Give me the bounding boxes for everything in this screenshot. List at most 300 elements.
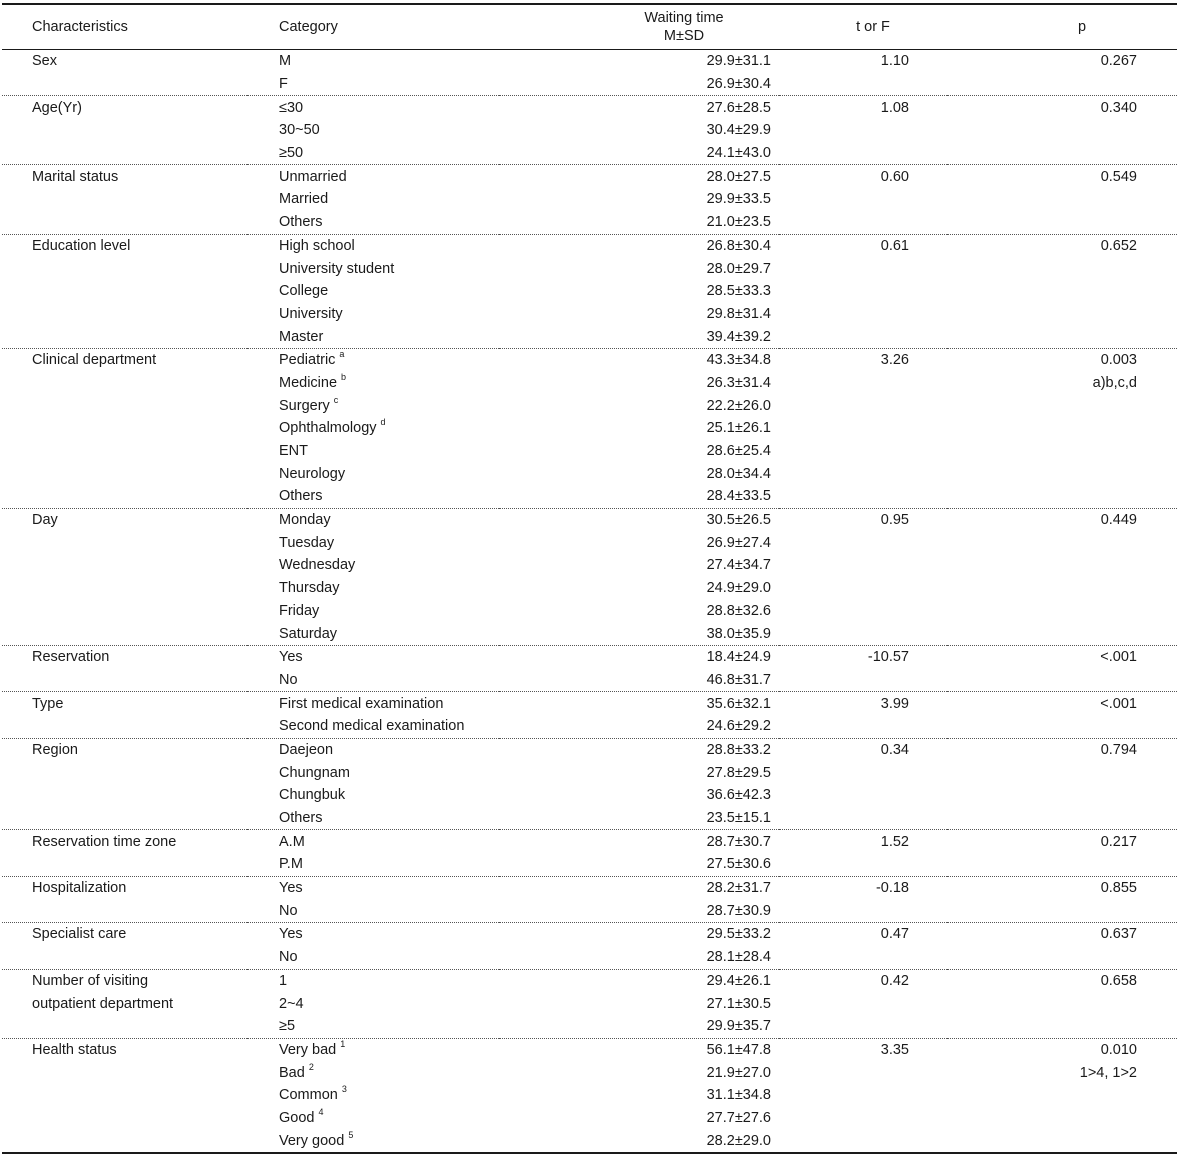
table-row bbox=[2, 899, 1177, 922]
table-row bbox=[2, 211, 1177, 234]
category-label: P.M bbox=[279, 856, 303, 873]
waiting-time-cell: 28.0±29.7 bbox=[706, 260, 771, 277]
p-value-cell bbox=[947, 394, 1177, 417]
p-value-cell bbox=[947, 257, 1177, 280]
table-row bbox=[2, 234, 1177, 257]
category-label: Common bbox=[279, 1087, 338, 1104]
table-row bbox=[2, 1107, 1177, 1130]
p-value-cell: 0.267 bbox=[1100, 53, 1137, 70]
table-row bbox=[2, 1038, 1177, 1061]
p-value-cell: <.001 bbox=[947, 692, 1177, 715]
p-value-cell bbox=[947, 485, 1177, 508]
header-p: p bbox=[947, 4, 1177, 50]
characteristic-cell bbox=[2, 669, 247, 692]
category-cell bbox=[247, 119, 499, 142]
waiting-time-cell: 28.1±28.4 bbox=[706, 949, 771, 966]
table-row bbox=[2, 73, 1177, 96]
category-cell bbox=[247, 969, 499, 992]
waiting-time-cell: 27.5±30.6 bbox=[706, 856, 771, 873]
category-label: 2~4 bbox=[279, 995, 304, 1012]
category-label: Pediatric bbox=[279, 352, 336, 369]
waiting-time-cell: 27.7±27.6 bbox=[706, 1109, 771, 1126]
p-value-cell bbox=[947, 807, 1177, 830]
table-row bbox=[2, 1129, 1177, 1153]
category-label: A.M bbox=[279, 833, 305, 850]
category-cell bbox=[247, 485, 499, 508]
t-or-f-cell bbox=[779, 600, 947, 623]
waiting-time-cell: 28.0±34.4 bbox=[706, 465, 771, 482]
category-cell bbox=[247, 669, 499, 692]
p-value-cell: 0.217 bbox=[947, 830, 1177, 853]
p-value-cell: 0.794 bbox=[947, 738, 1177, 761]
p-value-cell bbox=[947, 577, 1177, 600]
characteristic-cell bbox=[2, 554, 247, 577]
t-or-f-cell bbox=[779, 554, 947, 577]
table-row bbox=[2, 669, 1177, 692]
waiting-time-cell: 29.5±33.2 bbox=[499, 923, 779, 946]
category-cell bbox=[247, 96, 499, 119]
characteristic-cell: Clinical department bbox=[2, 348, 247, 371]
t-or-f-cell bbox=[779, 899, 947, 922]
waiting-time-cell: 28.2±29.0 bbox=[499, 1129, 779, 1153]
waiting-time-cell: 24.1±43.0 bbox=[706, 145, 771, 162]
characteristic-cell bbox=[2, 622, 247, 645]
characteristic-cell bbox=[2, 1061, 247, 1084]
category-label: Others bbox=[279, 214, 323, 231]
waiting-time-cell: 21.0±23.5 bbox=[706, 214, 771, 231]
category-label: Neurology bbox=[279, 465, 346, 482]
t-or-f-cell: 3.26 bbox=[779, 348, 947, 371]
category-cell bbox=[247, 1129, 499, 1153]
p-value-cell bbox=[947, 946, 1177, 969]
category-label: No bbox=[279, 949, 298, 966]
category-label: Married bbox=[279, 191, 329, 208]
category-superscript: 2 bbox=[308, 1061, 314, 1072]
category-cell bbox=[247, 211, 499, 234]
category-cell bbox=[247, 1061, 499, 1084]
characteristic-cell: Region bbox=[2, 738, 247, 761]
table-row bbox=[2, 715, 1177, 738]
waiting-time-cell: 29.9±33.5 bbox=[706, 191, 771, 208]
table-row bbox=[2, 923, 1177, 946]
category-label: ≤30 bbox=[279, 99, 304, 116]
category-label: Others bbox=[279, 488, 323, 505]
category-cell bbox=[247, 372, 499, 395]
header-characteristics: Characteristics bbox=[2, 4, 247, 50]
t-or-f-cell bbox=[779, 853, 947, 876]
category-label: ENT bbox=[279, 443, 308, 460]
waiting-time-cell: 27.6±28.5 bbox=[499, 96, 779, 119]
category-cell bbox=[247, 577, 499, 600]
p-value-cell bbox=[947, 142, 1177, 165]
category-cell bbox=[247, 1015, 499, 1038]
waiting-time-cell: 23.5±15.1 bbox=[706, 810, 771, 827]
waiting-time-cell: 35.6±32.1 bbox=[499, 692, 779, 715]
header-waiting-line1: Waiting time bbox=[644, 10, 724, 26]
category-cell bbox=[247, 692, 499, 715]
t-or-f-cell bbox=[779, 188, 947, 211]
characteristic-cell bbox=[2, 73, 247, 96]
category-label: Tuesday bbox=[279, 534, 335, 551]
waiting-time-cell: 18.4±24.9 bbox=[499, 645, 779, 668]
t-or-f-cell: 0.61 bbox=[779, 234, 947, 257]
waiting-time-cell: 46.8±31.7 bbox=[706, 671, 771, 688]
t-or-f-cell bbox=[779, 1129, 947, 1153]
category-label: University bbox=[279, 305, 343, 322]
t-or-f-cell: 1.10 bbox=[880, 53, 909, 70]
p-value-cell: 0.010 bbox=[947, 1038, 1177, 1061]
category-cell bbox=[247, 992, 499, 1015]
characteristic-cell bbox=[2, 600, 247, 623]
t-or-f-cell bbox=[779, 73, 947, 96]
category-superscript: d bbox=[380, 417, 386, 428]
category-label: Chungnam bbox=[279, 764, 350, 781]
table-row bbox=[2, 692, 1177, 715]
category-cell bbox=[247, 303, 499, 326]
table-row bbox=[2, 600, 1177, 623]
table-row bbox=[2, 1084, 1177, 1107]
characteristic-cell bbox=[2, 188, 247, 211]
category-superscript: c bbox=[333, 394, 339, 405]
header-waiting-time bbox=[499, 4, 779, 50]
category-label: Master bbox=[279, 328, 324, 345]
p-value-cell bbox=[947, 1084, 1177, 1107]
category-label: Wednesday bbox=[279, 557, 356, 574]
waiting-time-cell: 56.1±47.8 bbox=[499, 1038, 779, 1061]
characteristic-cell bbox=[2, 946, 247, 969]
characteristic-cell: outpatient department bbox=[32, 995, 174, 1012]
category-cell bbox=[247, 876, 499, 899]
p-value-cell bbox=[947, 853, 1177, 876]
t-or-f-cell bbox=[779, 325, 947, 348]
table-row bbox=[2, 1015, 1177, 1038]
t-or-f-cell bbox=[779, 485, 947, 508]
t-or-f-cell bbox=[779, 119, 947, 142]
waiting-time-cell: 31.1±34.8 bbox=[706, 1087, 771, 1104]
category-cell bbox=[247, 394, 499, 417]
characteristic-cell: Specialist care bbox=[2, 923, 247, 946]
category-cell bbox=[247, 923, 499, 946]
category-label: 30~50 bbox=[279, 122, 320, 139]
header-category: Category bbox=[247, 4, 499, 50]
category-label: Very bad bbox=[279, 1041, 337, 1058]
waiting-time-cell: 28.4±33.5 bbox=[706, 488, 771, 505]
table-row bbox=[2, 876, 1177, 899]
p-value-cell bbox=[947, 761, 1177, 784]
category-label: Bad bbox=[279, 1064, 305, 1081]
table-row bbox=[2, 807, 1177, 830]
category-label: 1 bbox=[279, 972, 288, 989]
category-cell bbox=[247, 165, 499, 188]
p-value-cell bbox=[947, 119, 1177, 142]
t-or-f-cell: 3.99 bbox=[779, 692, 947, 715]
t-or-f-cell: 3.35 bbox=[779, 1038, 947, 1061]
t-or-f-cell bbox=[779, 417, 947, 440]
waiting-time-cell: 39.4±39.2 bbox=[706, 328, 771, 345]
t-or-f-cell bbox=[779, 1015, 947, 1038]
category-label: High school bbox=[279, 237, 355, 254]
t-or-f-cell bbox=[779, 1084, 947, 1107]
t-or-f-cell bbox=[779, 946, 947, 969]
t-or-f-cell: 0.47 bbox=[779, 923, 947, 946]
p-value-cell: 0.855 bbox=[947, 876, 1177, 899]
table-row bbox=[2, 440, 1177, 463]
characteristic-cell bbox=[2, 257, 247, 280]
t-or-f-cell bbox=[779, 440, 947, 463]
category-cell bbox=[247, 622, 499, 645]
waiting-time-cell: 36.6±42.3 bbox=[706, 787, 771, 804]
table-row bbox=[2, 188, 1177, 211]
p-value-cell bbox=[947, 992, 1177, 1015]
p-value-cell bbox=[947, 1107, 1177, 1130]
characteristic-cell bbox=[2, 462, 247, 485]
category-cell bbox=[247, 830, 499, 853]
category-cell bbox=[247, 440, 499, 463]
waiting-time-cell: 38.0±35.9 bbox=[706, 625, 771, 642]
table-row bbox=[2, 554, 1177, 577]
t-or-f-cell: 0.42 bbox=[779, 969, 947, 992]
category-superscript: 4 bbox=[318, 1106, 324, 1117]
table-row bbox=[2, 992, 1177, 1015]
characteristic-cell bbox=[2, 1107, 247, 1130]
waiting-time-cell: 21.9±27.0 bbox=[706, 1064, 771, 1081]
characteristic-cell bbox=[2, 853, 247, 876]
t-or-f-cell bbox=[779, 211, 947, 234]
characteristic-cell bbox=[2, 394, 247, 417]
characteristic-cell bbox=[2, 1084, 247, 1107]
characteristic-cell bbox=[2, 372, 247, 395]
category-label: Second medical examination bbox=[279, 718, 465, 735]
category-label: Saturday bbox=[279, 625, 338, 642]
waiting-time-cell: 29.4±26.1 bbox=[499, 969, 779, 992]
p-value-cell bbox=[947, 188, 1177, 211]
category-cell bbox=[247, 73, 499, 96]
category-cell bbox=[247, 142, 499, 165]
category-cell bbox=[247, 645, 499, 668]
category-superscript: b bbox=[341, 371, 347, 382]
t-or-f-cell bbox=[779, 761, 947, 784]
characteristic-cell bbox=[2, 715, 247, 738]
category-label: Surgery bbox=[279, 397, 330, 414]
p-value-cell bbox=[947, 211, 1177, 234]
category-cell bbox=[247, 807, 499, 830]
t-or-f-cell: 0.95 bbox=[779, 508, 947, 531]
table-row bbox=[2, 1061, 1177, 1084]
header-row bbox=[2, 4, 1177, 50]
p-value-cell bbox=[947, 600, 1177, 623]
waiting-time-cell: 28.8±32.6 bbox=[706, 602, 771, 619]
p-value-cell bbox=[947, 669, 1177, 692]
waiting-time-cell: 26.9±27.4 bbox=[706, 534, 771, 551]
waiting-time-cell: 28.5±33.3 bbox=[706, 283, 771, 300]
table-row bbox=[2, 165, 1177, 188]
characteristic-cell bbox=[2, 784, 247, 807]
header-t-or-f: t or F bbox=[779, 4, 947, 50]
waiting-time-cell: 28.0±27.5 bbox=[499, 165, 779, 188]
table-row bbox=[2, 257, 1177, 280]
characteristic-cell bbox=[2, 577, 247, 600]
t-or-f-cell: -10.57 bbox=[779, 645, 947, 668]
category-cell bbox=[247, 188, 499, 211]
category-label: ≥5 bbox=[279, 1018, 296, 1035]
t-or-f-cell bbox=[779, 303, 947, 326]
p-value-cell bbox=[947, 715, 1177, 738]
characteristic-cell bbox=[2, 485, 247, 508]
waiting-time-cell: 26.9±30.4 bbox=[706, 76, 771, 93]
p-value-cell bbox=[947, 303, 1177, 326]
characteristic-cell bbox=[2, 119, 247, 142]
p-value-cell bbox=[947, 417, 1177, 440]
table-row bbox=[2, 485, 1177, 508]
characteristic-cell: Reservation time zone bbox=[2, 830, 247, 853]
t-or-f-cell bbox=[779, 280, 947, 303]
characteristic-cell bbox=[2, 761, 247, 784]
category-label: College bbox=[279, 283, 329, 300]
p-value-cell bbox=[947, 325, 1177, 348]
table-row bbox=[2, 761, 1177, 784]
table-row bbox=[2, 946, 1177, 969]
category-label: Thursday bbox=[279, 580, 340, 597]
t-or-f-cell bbox=[779, 807, 947, 830]
category-superscript: a bbox=[339, 349, 345, 360]
characteristic-cell: Marital status bbox=[2, 165, 247, 188]
table-row bbox=[2, 645, 1177, 668]
characteristic-cell bbox=[2, 303, 247, 326]
characteristic-cell bbox=[2, 142, 247, 165]
p-value-cell bbox=[947, 899, 1177, 922]
waiting-time-cell: 27.4±34.7 bbox=[706, 557, 771, 574]
table-row bbox=[2, 325, 1177, 348]
characteristic-cell bbox=[2, 1129, 247, 1153]
characteristic-cell: Sex bbox=[32, 53, 57, 70]
table-body bbox=[2, 50, 1177, 1154]
waiting-time-cell: 43.3±34.8 bbox=[499, 348, 779, 371]
category-cell bbox=[247, 325, 499, 348]
waiting-time-cell: 25.1±26.1 bbox=[706, 420, 771, 437]
waiting-time-cell: 28.7±30.7 bbox=[499, 830, 779, 853]
characteristic-cell: Hospitalization bbox=[2, 876, 247, 899]
category-cell bbox=[247, 554, 499, 577]
category-cell bbox=[247, 257, 499, 280]
category-cell bbox=[247, 1084, 499, 1107]
characteristic-cell bbox=[2, 899, 247, 922]
waiting-time-cell: 28.2±31.7 bbox=[499, 876, 779, 899]
category-label: Yes bbox=[279, 880, 303, 897]
characteristic-cell: Age(Yr) bbox=[2, 96, 247, 119]
characteristic-cell bbox=[2, 1015, 247, 1038]
characteristic-cell: Number of visiting bbox=[2, 969, 247, 992]
t-or-f-cell: 0.34 bbox=[779, 738, 947, 761]
p-value-cell bbox=[947, 554, 1177, 577]
category-cell bbox=[247, 508, 499, 531]
t-or-f-cell bbox=[779, 531, 947, 554]
waiting-time-cell: 27.8±29.5 bbox=[706, 764, 771, 781]
category-superscript: 1 bbox=[340, 1038, 346, 1049]
t-or-f-cell: 1.52 bbox=[779, 830, 947, 853]
category-label: Medicine bbox=[279, 374, 338, 391]
category-cell bbox=[247, 784, 499, 807]
waiting-time-cell: 26.8±30.4 bbox=[499, 234, 779, 257]
category-cell bbox=[247, 899, 499, 922]
p-value-cell: 1>4, 1>2 bbox=[1079, 1064, 1137, 1081]
characteristic-cell: Type bbox=[2, 692, 247, 715]
category-superscript: 5 bbox=[348, 1129, 354, 1140]
table-row bbox=[2, 622, 1177, 645]
waiting-time-cell: 30.5±26.5 bbox=[499, 508, 779, 531]
p-value-cell bbox=[947, 1015, 1177, 1038]
category-label: No bbox=[279, 902, 298, 919]
category-cell bbox=[247, 946, 499, 969]
p-value-cell bbox=[947, 531, 1177, 554]
t-or-f-cell bbox=[779, 257, 947, 280]
characteristic-cell: Education level bbox=[2, 234, 247, 257]
t-or-f-cell: -0.18 bbox=[779, 876, 947, 899]
p-value-cell bbox=[947, 462, 1177, 485]
t-or-f-cell bbox=[779, 715, 947, 738]
waiting-time-cell: 24.9±29.0 bbox=[706, 580, 771, 597]
t-or-f-cell: 0.60 bbox=[779, 165, 947, 188]
characteristic-cell bbox=[2, 531, 247, 554]
waiting-time-cell: 30.4±29.9 bbox=[706, 122, 771, 139]
p-value-cell: 0.652 bbox=[947, 234, 1177, 257]
waiting-time-cell: 29.8±31.4 bbox=[706, 305, 771, 322]
category-cell bbox=[247, 234, 499, 257]
waiting-time-cell: 28.6±25.4 bbox=[706, 443, 771, 460]
waiting-time-cell: 26.3±31.4 bbox=[706, 374, 771, 391]
characteristic-cell bbox=[2, 417, 247, 440]
category-label: M bbox=[279, 53, 292, 70]
category-label: Monday bbox=[279, 512, 331, 529]
category-cell bbox=[247, 50, 499, 73]
category-label: First medical examination bbox=[279, 695, 444, 712]
t-or-f-cell bbox=[779, 142, 947, 165]
category-cell bbox=[247, 280, 499, 303]
category-label: Ophthalmology bbox=[279, 420, 377, 437]
p-value-cell bbox=[947, 440, 1177, 463]
p-value-cell bbox=[947, 622, 1177, 645]
category-label: Unmarried bbox=[279, 168, 347, 185]
category-label: Others bbox=[279, 810, 323, 827]
table-header bbox=[2, 4, 1177, 50]
characteristic-cell bbox=[2, 325, 247, 348]
waiting-time-cell: 24.6±29.2 bbox=[706, 718, 771, 735]
table-row bbox=[2, 96, 1177, 119]
t-or-f-cell bbox=[779, 992, 947, 1015]
t-or-f-cell bbox=[779, 462, 947, 485]
p-value-cell bbox=[947, 1129, 1177, 1153]
statistics-table bbox=[2, 3, 1177, 1154]
t-or-f-cell bbox=[779, 622, 947, 645]
category-cell bbox=[247, 761, 499, 784]
t-or-f-cell bbox=[779, 1107, 947, 1130]
waiting-time-cell: 29.9±35.7 bbox=[706, 1018, 771, 1035]
t-or-f-cell bbox=[779, 1061, 947, 1084]
category-superscript: 3 bbox=[341, 1084, 347, 1095]
characteristic-cell bbox=[2, 807, 247, 830]
p-value-cell: 0.003 bbox=[947, 348, 1177, 371]
p-value-cell: 0.658 bbox=[947, 969, 1177, 992]
category-label: No bbox=[279, 671, 298, 688]
p-value-cell: 0.340 bbox=[947, 96, 1177, 119]
table-row bbox=[2, 577, 1177, 600]
table-row bbox=[2, 830, 1177, 853]
characteristic-cell bbox=[2, 440, 247, 463]
category-cell bbox=[247, 1107, 499, 1130]
category-label: University student bbox=[279, 260, 395, 277]
waiting-time-cell: 28.7±30.9 bbox=[706, 902, 771, 919]
table-row bbox=[2, 531, 1177, 554]
t-or-f-cell bbox=[779, 669, 947, 692]
